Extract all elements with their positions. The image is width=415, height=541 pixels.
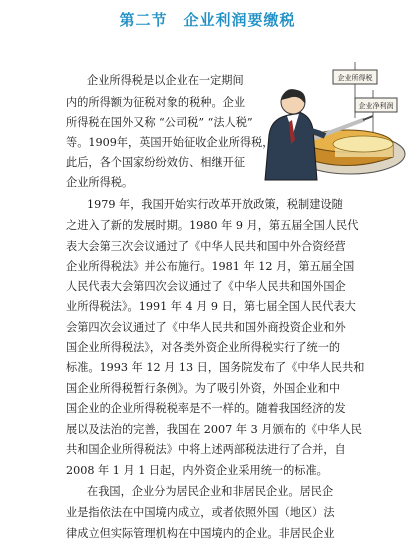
paragraph-2-line: 1979 年，我国开始实行改革开放政策，税制建设随 [87, 198, 343, 211]
paragraph-2-line: 共和国企业所得税法》中将上述两部税法进行了合并，自 [66, 443, 346, 456]
paragraph-2-line: 之进入了新的发展时期。1980 年 9 月，第五届全国人民代 [66, 219, 359, 232]
paragraph-1-line: 企业所得税是以企业在一定期间 [87, 74, 244, 87]
paragraph-1-line: 所得税在国外又称 “公司税” “法人税” [66, 116, 253, 129]
paragraph-1-line: 内的所得额为征税对象的税种。企业 [66, 96, 246, 109]
paragraph-2-line: 人民代表大会第四次会议通过了《中华人民共和国外国企 [66, 280, 346, 293]
paragraph-2-line: 国企业所得税法》，对各类外资企业所得税实行了统一的 [66, 341, 341, 354]
page-title: 第二节 企业利润要缴税 [119, 11, 296, 29]
paragraph-3-line: 律成立但实际管理机构在中国境内的企业。非居民企业 [66, 527, 335, 540]
paragraph-2-line: 标准。1993 年 12 月 13 日，国务院发布了《中华人民共和 [66, 361, 365, 374]
paragraph-1-line: 此后，各个国家纷纷效仿、相继开征 [66, 156, 246, 169]
paragraph-2-line: 业所得税法》。1991 年 4 月 9 日，第七届全国人民代表大 [66, 300, 356, 313]
paragraph-2-line: 展以及法治的完善，我国在 2007 年 3 月颁布的《中华人民 [66, 423, 362, 436]
paragraph-2-line: 国企业的企业所得税税率是不一样的。随着我国经济的发 [66, 402, 346, 415]
paragraph-2-line: 国企业所得税暂行条例》。为了吸引外资，外国企业和中 [66, 382, 341, 395]
sign-right-label: 企业净利润 [358, 102, 394, 110]
paragraph-3-line: 业是指依法在中国境内成立，或者依照外国（地区）法 [66, 506, 335, 519]
paragraph-2-line: 2008 年 1 月 1 日起，内外资企业采用统一的标准。 [66, 464, 328, 477]
paragraph-1-line: 等。1909年，英国开始征收企业所得税， [66, 136, 274, 149]
paragraph-2-line: 会第四次会议通过了《中华人民共和国外商投资企业和外 [66, 321, 346, 334]
paragraph-3-line: 在我国，企业分为居民企业和非居民企业。居民企 [87, 485, 334, 498]
paragraph-2-line: 表大会第三次会议通过了《中华人民共和国中外合资经营 [66, 240, 346, 253]
paragraph-1-line: 企业所得税。 [66, 176, 134, 189]
paragraph-2-line: 企业所得税法》并公布施行。1981 年 12 月，第五届全国 [66, 260, 355, 273]
sign-left-label: 企业所得税 [337, 74, 373, 82]
